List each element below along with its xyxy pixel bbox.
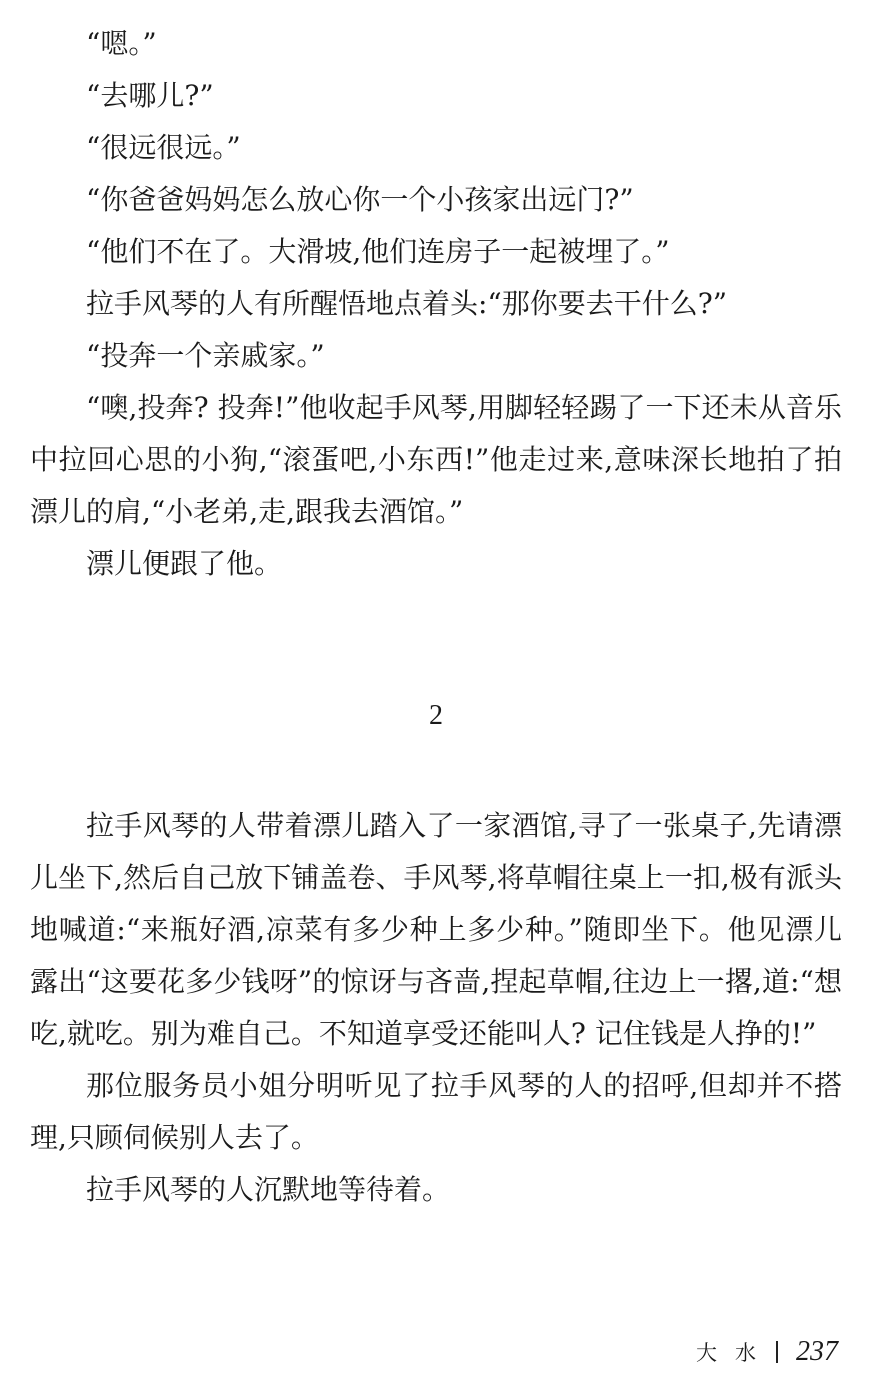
paragraph: “去哪儿?”	[86, 79, 214, 112]
section-2	[30, 800, 842, 1216]
paragraph: 漂儿便跟了他。	[86, 547, 283, 580]
page-footer	[696, 1336, 838, 1368]
paragraph: “你爸爸妈妈怎么放心你一个小孩家出远门?”	[86, 183, 634, 216]
paragraph: “很远很远。”	[86, 131, 241, 164]
paragraph: “噢,投奔? 投奔!”他收起手风琴,用脚轻轻踢了一下还未从音乐中拉回心思的小狗,“滚蛋吧,小东西!”他走过来,意味深长地拍了拍漂儿的肩,“小老弟,走,跟我去酒馆。”	[30, 391, 842, 528]
paragraph: 拉手风琴的人沉默地等待着。	[86, 1173, 451, 1206]
footer-divider	[776, 1341, 778, 1363]
paragraph: 拉手风琴的人带着漂儿踏入了一家酒馆,寻了一张桌子,先请漂儿坐下,然后自己放下铺盖卷、手风琴,将草帽往桌上一扣,极有派头地喊道:“来瓶好酒,凉菜有多少种上多少种。”随即坐下。他见漂儿露出“这要花多少钱呀”的惊讶与吝啬,捏起草帽,往边上一撂,道:“想吃,就吃。别为难自己。不知道享受还能叫人? 记住钱是人挣的!”	[30, 809, 842, 1050]
paragraph: 那位服务员小姐分明听见了拉手风琴的人的招呼,但却并不搭理,只顾伺候别人去了。	[30, 1069, 842, 1154]
running-title: 大水	[696, 1341, 774, 1365]
paragraph: 拉手风琴的人有所醒悟地点着头:“那你要去干什么?”	[86, 287, 728, 320]
paragraph: “投奔一个亲戚家。”	[86, 339, 325, 372]
section-heading: 2	[429, 700, 443, 731]
section-1	[30, 18, 842, 590]
paragraph: “嗯。”	[86, 27, 157, 60]
paragraph: “他们不在了。大滑坡,他们连房子一起被埋了。”	[86, 235, 670, 268]
page-number: 237	[796, 1336, 838, 1367]
